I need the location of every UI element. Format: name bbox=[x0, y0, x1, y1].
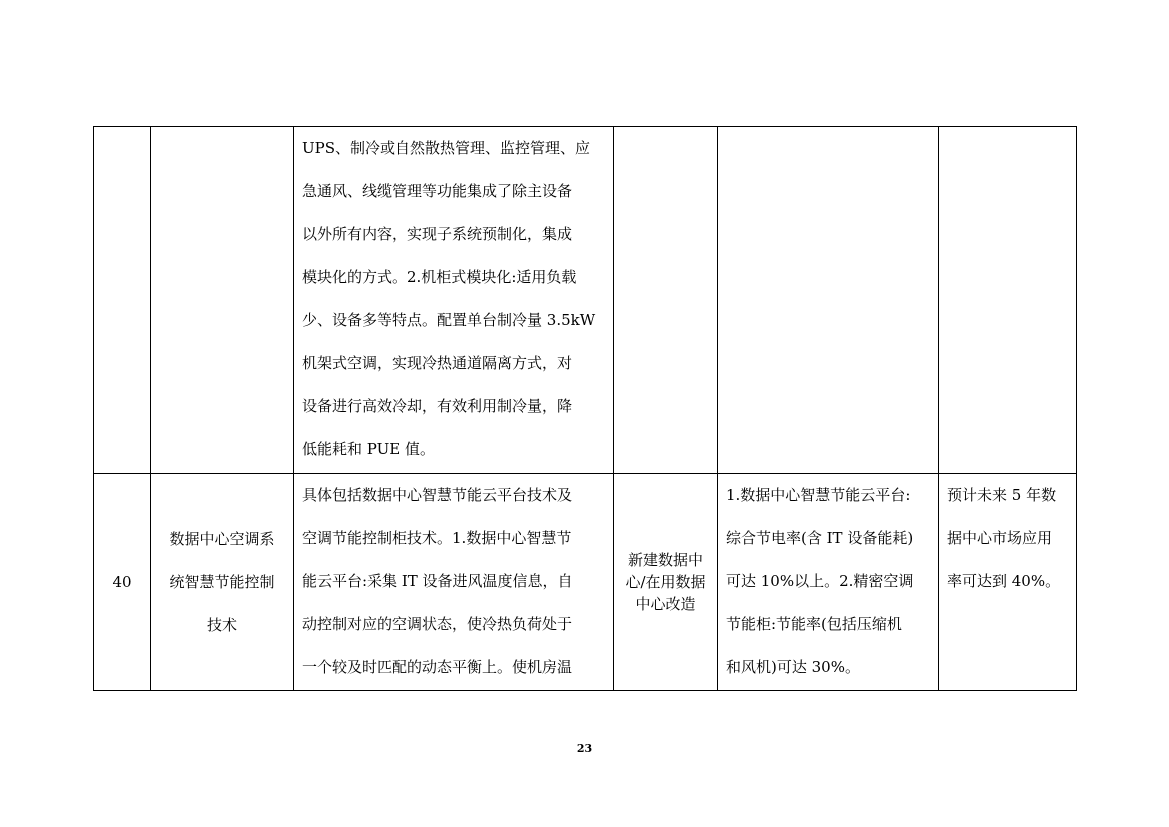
technology-name-cell bbox=[151, 474, 294, 691]
row-number-cell bbox=[94, 127, 151, 474]
row-number-cell bbox=[94, 474, 151, 691]
market-prospect-cell bbox=[939, 127, 1077, 474]
technology-content-cell bbox=[294, 474, 614, 691]
application-scope: 新建数据中 心/在用数据 中心改造 bbox=[625, 551, 706, 613]
technology-content: UPS、制冷或自然散热管理、监控管理、应 急通风、线缆管理等功能集成了除主设备 以外所有内容，实现子系统预制化，集成 模块化的方式。2.机柜式模块化:适用负载 少、设备多等特点。配置单台制冷量 3.5kW 机架式空调，实现冷热通道隔离方式，对 设备进行高效冷却，有效利用制冷量，降 低能耗和 PUE 值。 bbox=[302, 139, 596, 458]
energy-saving-effect-cell bbox=[718, 474, 939, 691]
application-scope-cell bbox=[614, 127, 718, 474]
row-number: 40 bbox=[112, 572, 132, 591]
page-number: 23 bbox=[576, 742, 593, 755]
technology-name-cell bbox=[151, 127, 294, 474]
market-prospect: 预计未来 5 年数 据中心市场应用 率可达到 40%。 bbox=[947, 486, 1061, 590]
energy-saving-effect: 1.数据中心智慧节能云平台: 综合节电率(含 IT 设备能耗) 可达 10%以上。2.精密空调 节能柜:节能率(包括压缩机 和风机)可达 30%。 bbox=[726, 486, 914, 676]
technology-content: 具体包括数据中心智慧节能云平台技术及 空调节能控制柜技术。1.数据中心智慧节 能云平台:采集 IT 设备进风温度信息，自 动控制对应的空调状态，使冷热负荷处于 一个较及时匹配的动态平衡上。使机房温 bbox=[302, 486, 573, 676]
energy-saving-effect-cell bbox=[718, 127, 939, 474]
technology-content-cell bbox=[294, 127, 614, 474]
table-row bbox=[94, 474, 1077, 691]
table-row bbox=[94, 127, 1077, 474]
technology-name: 数据中心空调系 统智慧节能控制 技术 bbox=[169, 529, 275, 634]
application-scope-cell bbox=[614, 474, 718, 691]
technology-table bbox=[93, 126, 1077, 691]
market-prospect-cell bbox=[939, 474, 1077, 691]
